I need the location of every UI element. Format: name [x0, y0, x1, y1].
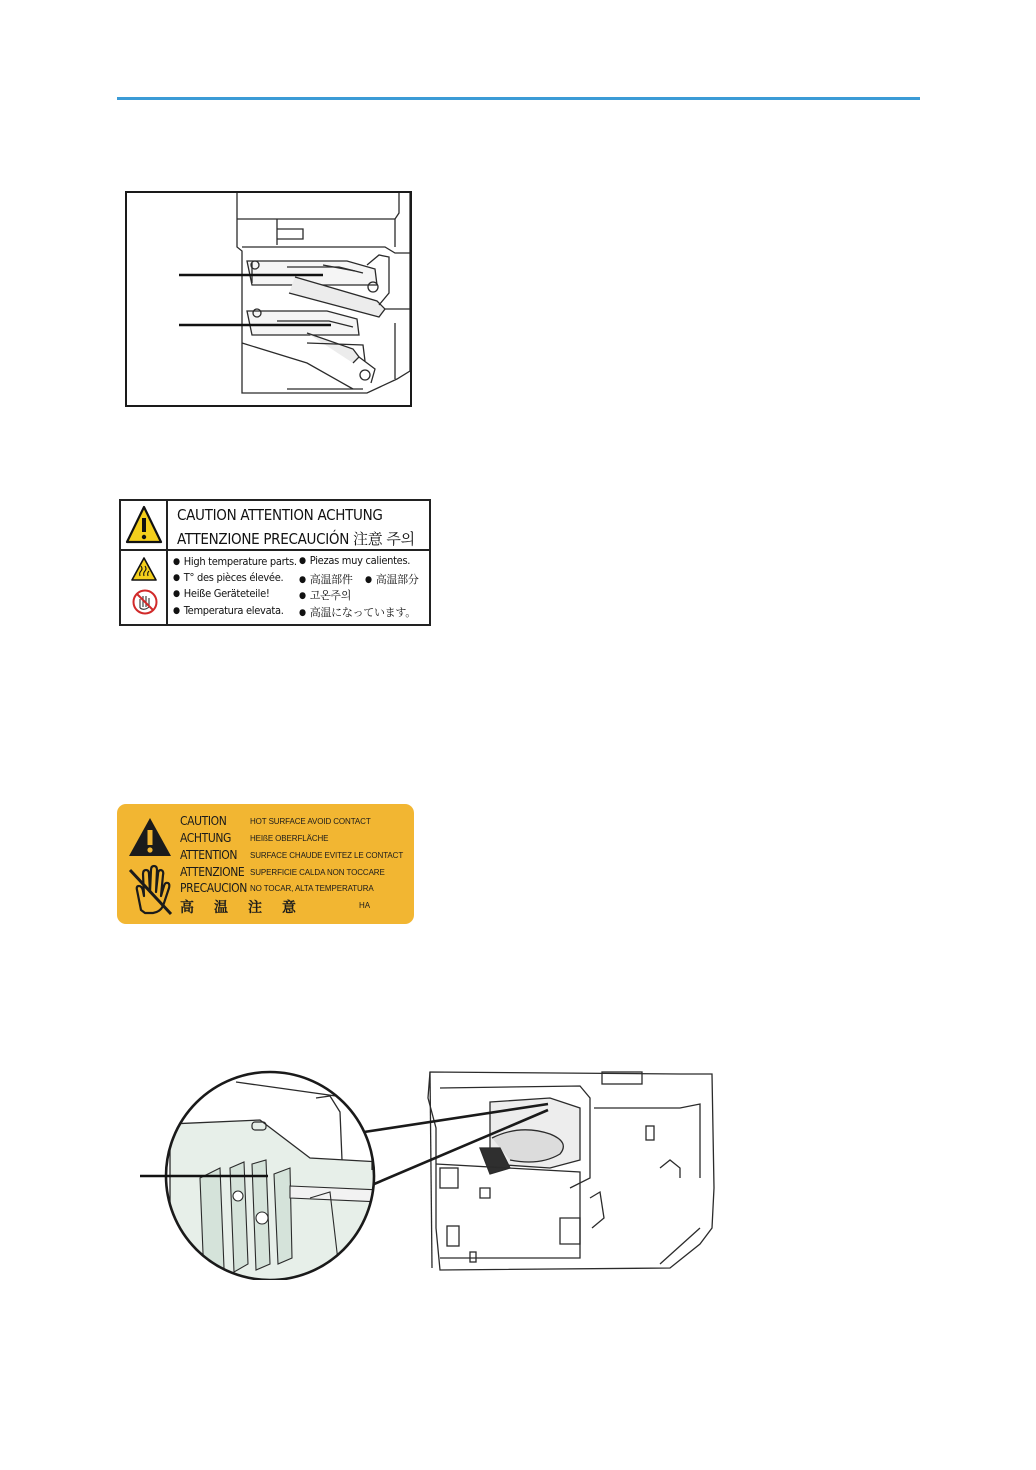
- fusing-unit-illustration: [140, 1068, 720, 1280]
- label-item: ● 고온주의: [299, 587, 351, 603]
- label-message: NO TOCAR, ALTA TEMPERATURA: [250, 884, 374, 893]
- label-warning-word: ACHTUNG: [180, 831, 231, 845]
- header-rule: [117, 97, 920, 100]
- label-warning-word: ATTENZIONE: [180, 865, 245, 879]
- label-item: ● High temperature parts.: [173, 555, 297, 568]
- no-touch-hand-icon: [127, 864, 173, 916]
- no-touch-icon: [132, 589, 158, 615]
- label-item: ● T° des pièces élevée.: [173, 571, 283, 584]
- label-title-line-1: CAUTION ATTENTION ACHTUNG: [177, 506, 383, 524]
- label-warning-word: ATTENTION: [180, 848, 238, 862]
- label-warning-word: PRECAUCION: [180, 881, 247, 895]
- label-warning-word: CAUTION: [180, 814, 227, 828]
- tray-illustration: [125, 191, 412, 407]
- label-message: HEIßE OBERFLÄCHE: [250, 834, 329, 843]
- label-message: SURFACE CHAUDE EVITEZ LE CONTACT: [250, 851, 404, 860]
- label-code: HA: [359, 901, 371, 910]
- hot-surface-icon: [131, 556, 157, 582]
- label-item: ● 高温になっています。: [299, 604, 416, 620]
- caution-label-white: [119, 499, 431, 626]
- warning-triangle-icon: [125, 504, 163, 546]
- label-kanji: 高温注意: [180, 899, 316, 915]
- label-body: [121, 551, 429, 624]
- label-item: ● 高温部分: [365, 571, 419, 587]
- label-message: HOT SURFACE AVOID CONTACT: [250, 817, 371, 826]
- hot-surface-label-yellow: [117, 804, 414, 924]
- warning-triangle-icon: [127, 816, 173, 858]
- label-message: SUPERFICIE CALDA NON TOCCARE: [250, 868, 385, 877]
- label-item: ● Heiße Geräteteile!: [173, 587, 270, 600]
- label-item: ● 高温部件: [299, 571, 353, 587]
- label-header: [121, 501, 429, 551]
- label-item: ● Temperatura elevata.: [173, 604, 284, 617]
- label-title-line-2: ATTENZIONE PRECAUCIÓN 注意 주의: [177, 530, 415, 548]
- label-item: ● Piezas muy calientes.: [299, 554, 410, 567]
